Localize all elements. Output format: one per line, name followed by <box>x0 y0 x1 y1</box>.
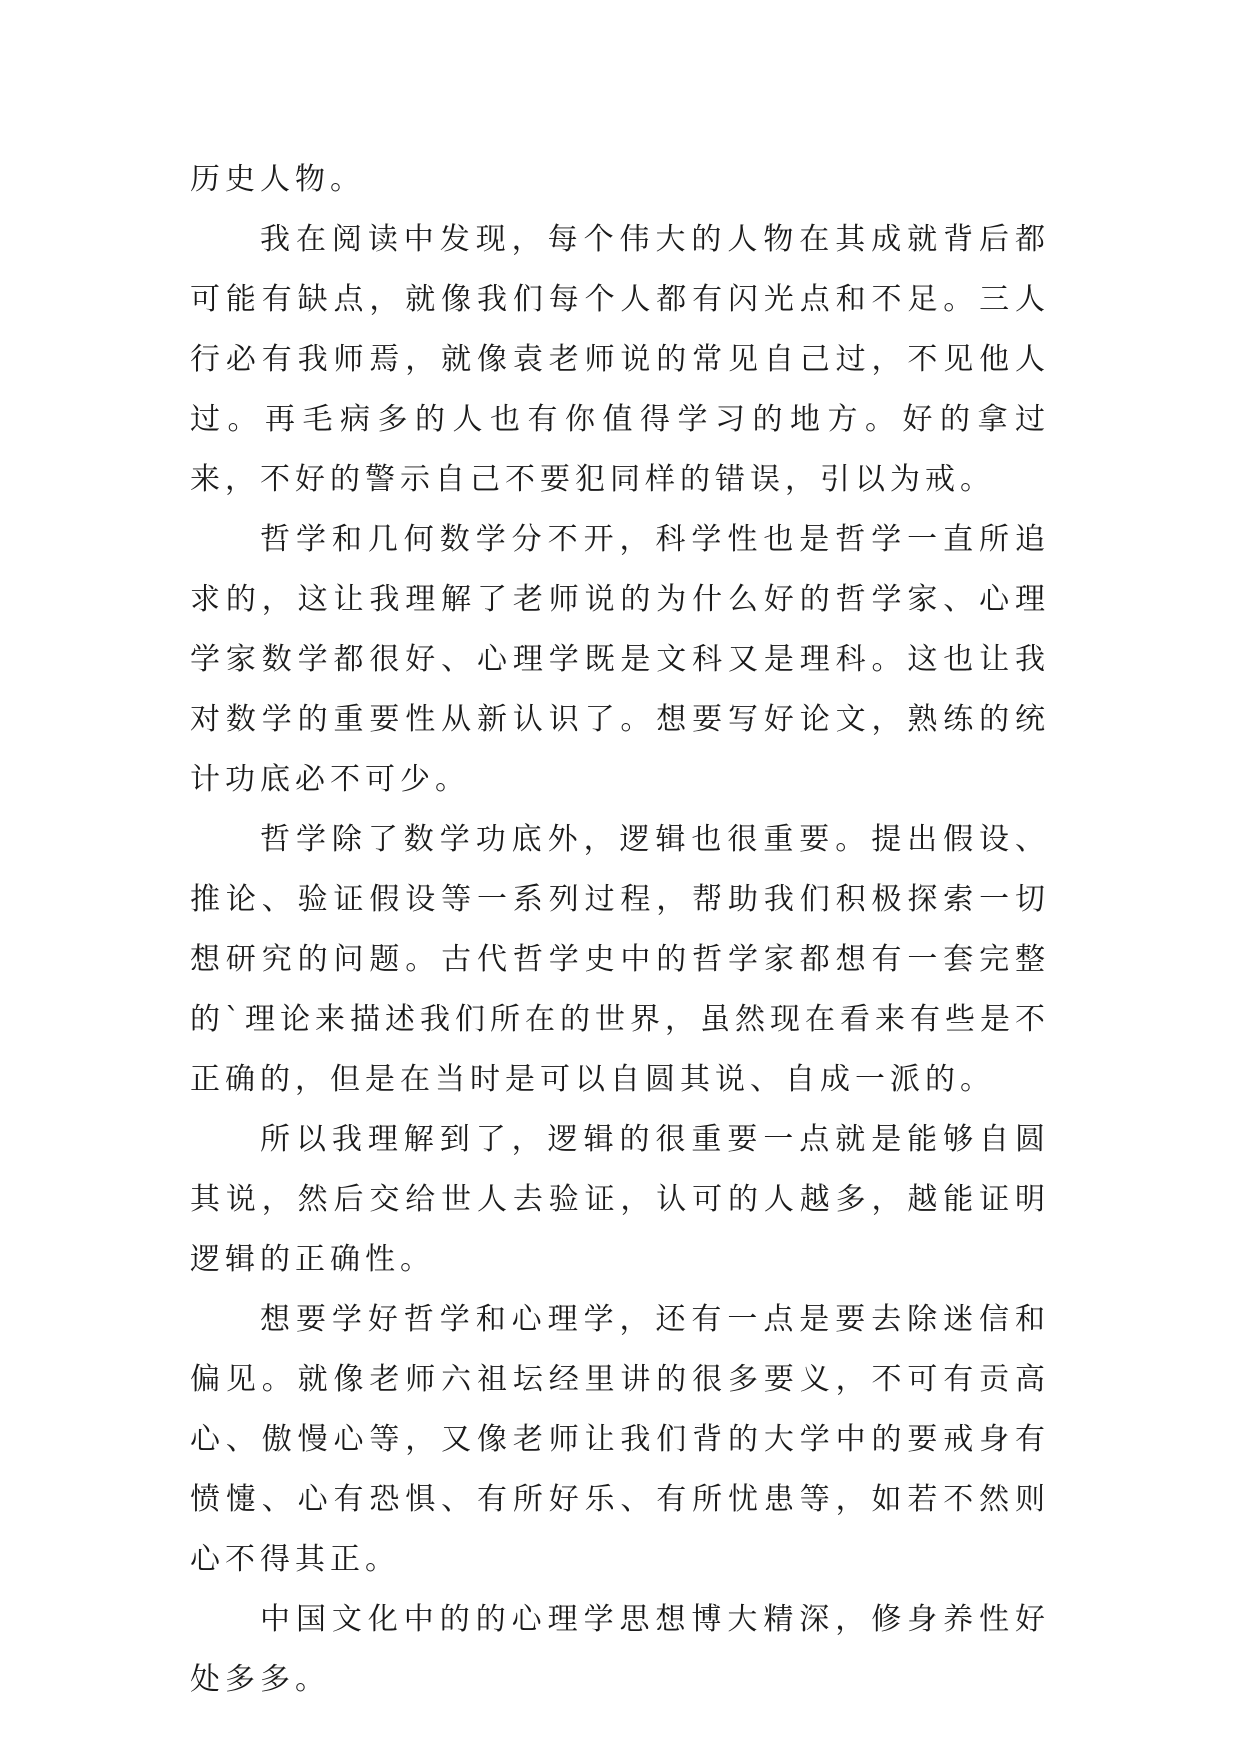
body-text <box>190 150 1050 1710</box>
paragraph-7: 中国文化中的的心理学思想博大精深，修身养性好处多多。 <box>190 1602 1050 1697</box>
paragraph-1: 历史人物。 <box>190 162 365 197</box>
paragraph-4: 哲学除了数学功底外，逻辑也很重要。提出假设、推论、验证假设等一系列过程，帮助我们积极探索一切想研究的问题。古代哲学史中的哲学家都想有一套完整的`理论来描述我们所在的世界，虽然现在看来有些是不正确的，但是在当时是可以自圆其说、自成一派的。 <box>190 822 1050 1097</box>
paragraph-2: 我在阅读中发现，每个伟大的人物在其成就背后都可能有缺点，就像我们每个人都有闪光点和不足。三人行必有我师焉，就像袁老师说的常见自己过，不见他人过。再毛病多的人也有你值得学习的地方。好的拿过来，不好的警示自己不要犯同样的错误，引以为戒。 <box>190 222 1050 497</box>
paragraph-6: 想要学好哲学和心理学，还有一点是要去除迷信和偏见。就像老师六祖坛经里讲的很多要义，不可有贡高心、傲慢心等，又像老师让我们背的大学中的要戒身有愤懥、心有恐惧、有所好乐、有所忧患等，如若不然则心不得其正。 <box>190 1302 1050 1577</box>
paragraph-3: 哲学和几何数学分不开，科学性也是哲学一直所追求的，这让我理解了老师说的为什么好的哲学家、心理学家数学都很好、心理学既是文科又是理科。这也让我对数学的重要性从新认识了。想要写好论文，熟练的统计功底必不可少。 <box>190 522 1050 797</box>
paragraph-5: 所以我理解到了，逻辑的很重要一点就是能够自圆其说，然后交给世人去验证，认可的人越多，越能证明逻辑的正确性。 <box>190 1122 1050 1277</box>
